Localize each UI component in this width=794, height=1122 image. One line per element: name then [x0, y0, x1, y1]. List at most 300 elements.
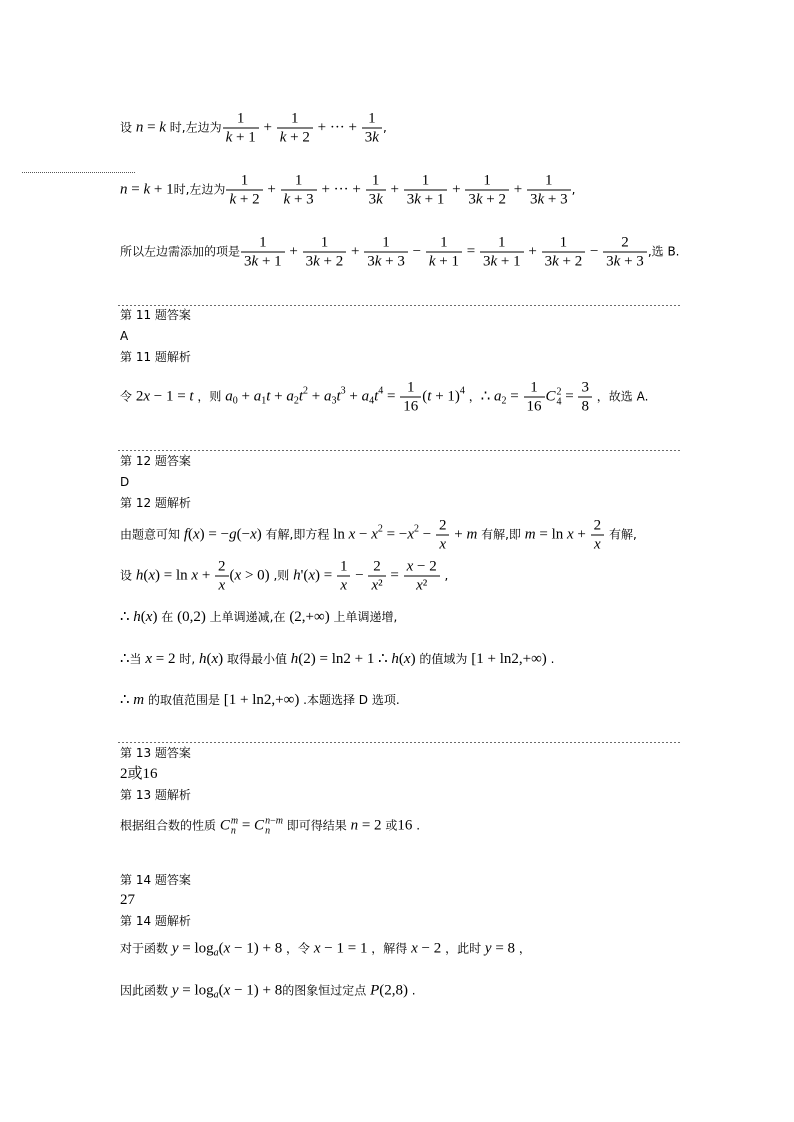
text-run: . [546, 652, 555, 666]
fraction [404, 558, 440, 595]
term-base: log [194, 982, 214, 999]
math-expression: + [308, 388, 324, 405]
text-run: 时, [175, 652, 199, 666]
fraction-denominator: 3k + 3 [527, 190, 571, 209]
solution-line [120, 649, 554, 669]
math-variable: k [279, 129, 287, 146]
text-run: 根据组合数的性质 [120, 818, 220, 833]
math-variable: x [348, 526, 356, 543]
fraction-denominator: 3k + 1 [480, 252, 524, 271]
fraction [337, 558, 351, 595]
fraction-denominator: 16 [524, 397, 545, 416]
math-variable: m [524, 526, 536, 543]
math-expression: ∴ [480, 388, 495, 405]
math-variable: h [391, 651, 399, 667]
fraction-numerator: 1 [421, 172, 430, 189]
math-variable: a [213, 947, 219, 959]
section-divider [118, 305, 680, 306]
margin-dotted-rule [22, 172, 135, 173]
math-variable: k [313, 253, 320, 270]
solution-line [120, 558, 448, 595]
fraction-denominator: 3k + 3 [364, 252, 408, 271]
solution-line [120, 939, 531, 964]
fraction-numerator: 1 [382, 234, 390, 251]
text-run: , [571, 182, 576, 197]
math-variable: h [293, 567, 301, 584]
math-expression: 16 [397, 817, 413, 834]
text-run: 取得最小值 [223, 652, 291, 666]
solution-line [120, 981, 416, 1006]
math-variable: a [286, 388, 294, 405]
math-expression: + [524, 243, 541, 260]
solution-line [120, 690, 400, 710]
text-run: 的值域为 [415, 652, 472, 666]
math-variable: a [361, 388, 370, 405]
text-run: 因此函数 [120, 983, 172, 998]
scripted-term [545, 386, 562, 408]
math-expression: (x − 1) + 8 [218, 982, 283, 999]
math-variable: C [219, 817, 230, 834]
math-variable: x [218, 577, 226, 594]
superscript: 2 [303, 385, 309, 397]
math-variable: h [290, 651, 299, 667]
math-variable: y [171, 940, 179, 957]
math-variable: k [159, 119, 166, 136]
fraction-denominator [337, 576, 351, 595]
math-variable: k [251, 253, 259, 270]
math-variable: t [298, 388, 304, 405]
fraction-denominator: k + 2 [226, 190, 262, 209]
math-expression: h(x) [198, 651, 224, 667]
superscript: 2 [377, 523, 383, 535]
subscript: 2 [293, 395, 299, 407]
section-divider [118, 450, 680, 451]
fraction [215, 558, 229, 595]
math-variable: k [283, 191, 291, 208]
math-expression: − [586, 243, 603, 260]
subscript: 3 [331, 395, 337, 407]
fraction [303, 234, 347, 271]
math-variable: h [133, 609, 141, 625]
text-run: 有解, [605, 527, 637, 542]
math-expression: ln x − [333, 526, 372, 543]
text-run: 即可得结果 [282, 818, 351, 833]
text-run: 上单调递增, [329, 610, 398, 624]
math-expression: + [259, 119, 276, 136]
math-expression: = [561, 388, 578, 405]
answer-heading: 第 14 题答案 [120, 873, 191, 887]
text-run: ，令 [282, 941, 314, 956]
fraction [591, 517, 605, 554]
math-expression: = [462, 243, 479, 260]
math-variable: P [370, 982, 380, 999]
scripted-term [422, 385, 465, 405]
fraction [542, 234, 586, 271]
scripted-term [407, 523, 420, 543]
fraction-denominator: k + 2 [277, 128, 313, 147]
math-variable: k [552, 253, 559, 270]
math-variable: m [133, 692, 145, 708]
math-variable: k [490, 253, 498, 270]
scripted-term [362, 389, 375, 405]
fraction-numerator: 1 [530, 379, 538, 396]
fraction-numerator: 2 [438, 517, 447, 534]
math-expression: x − 2 [411, 940, 442, 957]
math-variable: C [254, 817, 265, 834]
solution-line [120, 234, 680, 271]
fraction-denominator [215, 576, 229, 595]
math-expression: + [237, 388, 254, 405]
fraction-denominator: k + 1 [426, 252, 462, 271]
text-run: 或 [381, 818, 398, 833]
answer-value: D [120, 475, 130, 489]
math-expression: f(x) = −g(−x) [183, 526, 262, 543]
fraction [281, 172, 317, 209]
math-expression: + ··· + [317, 181, 365, 198]
math-variable: f [183, 526, 188, 543]
fraction-denominator [436, 535, 450, 554]
math-variable: a [494, 388, 502, 405]
text-run: ，则 [193, 389, 226, 404]
answer-heading: 第 13 题答案 [120, 746, 191, 760]
text-run: 所以左边需添加的项是 [120, 244, 241, 259]
superscript: 3 [340, 385, 346, 397]
math-expression: y = [171, 982, 195, 999]
fraction [368, 558, 385, 595]
math-variable: n [265, 825, 271, 837]
term-base [371, 527, 378, 543]
scripted-term [494, 389, 507, 405]
fraction-denominator: 3k + 1 [404, 190, 448, 209]
math-expression: h(2) = ln2 + 1 ∴ h(x) [290, 651, 416, 667]
fraction-numerator: x − 2 [406, 558, 437, 575]
script-stack [231, 817, 238, 837]
fraction [404, 172, 448, 209]
math-variable: x [223, 940, 231, 957]
text-run: , [440, 568, 449, 583]
fraction [578, 379, 592, 416]
math-variable: x [145, 651, 153, 667]
math-variable: k [475, 191, 483, 208]
text-run: . [412, 818, 421, 833]
fraction-denominator: k + 3 [281, 190, 317, 209]
solution-line [120, 172, 575, 209]
math-expression: n = 2 [350, 817, 382, 834]
fraction-numerator: 1 [236, 110, 245, 127]
math-variable: a [323, 388, 332, 405]
math-variable: k [428, 253, 436, 270]
fraction [362, 110, 382, 147]
text-run: ，此时 [441, 941, 485, 956]
math-expression: ∴ m [120, 692, 145, 708]
fraction-numerator: 3 [581, 379, 589, 396]
analysis-heading: 第 14 题解析 [120, 914, 191, 928]
math-expression: + [509, 181, 526, 198]
term-base [254, 818, 264, 834]
math-variable: k [537, 191, 545, 208]
fraction-denominator: x² [368, 576, 385, 595]
math-expression: [1 + ln2,+∞) [471, 651, 547, 667]
fraction [524, 379, 545, 416]
fraction-denominator: 3k + 2 [303, 252, 347, 271]
math-expression: + ··· + [313, 119, 361, 136]
scripted-term [194, 983, 218, 999]
math-expression: m = ln x + [524, 526, 590, 543]
text-run: 时,左边为 [165, 120, 222, 135]
math-variable: a [213, 989, 219, 1001]
fraction-numerator: 2 [218, 558, 226, 575]
fraction-denominator: 16 [400, 397, 421, 416]
math-variable: x [148, 567, 155, 584]
math-variable: k [225, 129, 233, 146]
fraction [436, 517, 450, 554]
math-expression: = − [382, 526, 408, 543]
math-variable: m [466, 526, 478, 543]
text-run: , [382, 120, 387, 135]
text-run: 由题意可知 [120, 527, 184, 542]
section-divider [118, 742, 680, 743]
math-expression: + [345, 388, 362, 405]
superscript: 4 [459, 385, 465, 397]
scripted-term [336, 385, 346, 405]
math-expression: h(x) = ln x + [135, 567, 215, 584]
subscript [265, 827, 283, 837]
term-base [362, 389, 370, 405]
fraction [223, 110, 259, 147]
solution-line [120, 110, 387, 147]
math-variable: x [407, 526, 415, 543]
math-expression: y = 8 [484, 940, 516, 957]
fraction [527, 172, 571, 209]
fraction-numerator: 1 [440, 234, 448, 251]
math-variable: x [250, 526, 257, 543]
fraction-denominator: 3k + 1 [241, 252, 285, 271]
math-expression: − [419, 526, 435, 543]
scripted-term [371, 523, 383, 543]
text-run: ，故选 A. [592, 389, 649, 404]
math-expression: y = [171, 940, 195, 957]
math-variable: x [145, 609, 153, 625]
term-base: log [194, 940, 214, 957]
math-variable: x [403, 651, 411, 667]
text-run: ,则 [269, 568, 294, 583]
fraction-denominator: 3k [366, 190, 386, 209]
math-variable: x [594, 536, 601, 553]
math-expression: x = 2 [145, 651, 176, 667]
math-variable: x [439, 536, 447, 553]
fraction-numerator: 1 [339, 558, 348, 575]
fraction-numerator: 1 [407, 379, 415, 396]
math-variable: n [120, 181, 128, 198]
subscript: 2 [501, 395, 507, 407]
fraction-denominator: x² [404, 576, 440, 595]
text-run: .本题选择 D 选项. [299, 693, 400, 707]
term-base [286, 389, 294, 405]
scripted-term [225, 389, 238, 405]
math-variable: n [230, 825, 236, 837]
math-variable: a [225, 388, 233, 405]
fraction [366, 172, 386, 209]
answer-heading: 第 12 题答案 [120, 454, 191, 468]
math-variable: x [308, 567, 315, 584]
math-expression: n = k [135, 119, 166, 136]
math-variable: x [411, 940, 418, 957]
fraction-denominator: 3k + 3 [603, 252, 647, 271]
math-variable: x [416, 577, 423, 594]
scripted-term [324, 389, 337, 405]
math-expression: = [383, 388, 400, 405]
analysis-heading: 第 11 题解析 [120, 350, 191, 364]
math-expression: (2,+∞) [289, 609, 330, 625]
text-run: 设 [120, 120, 136, 135]
math-variable: t [189, 388, 194, 405]
subscript: 1 [261, 395, 267, 407]
fraction-numerator: 1 [240, 172, 249, 189]
term-base [407, 527, 414, 543]
superscript: 4 [378, 385, 384, 397]
fraction-numerator: 2 [593, 517, 602, 534]
fraction [364, 234, 408, 271]
math-variable: x [340, 577, 348, 594]
text-run: 对于函数 [120, 941, 172, 956]
term-base: (t + 1) [422, 388, 460, 405]
scripted-term [254, 815, 283, 837]
math-variable: n [350, 817, 359, 834]
math-expression: h'(x) = [293, 567, 336, 584]
math-variable: x [193, 526, 200, 543]
text-run: ,选 B. [647, 244, 680, 259]
fraction-numerator: 1 [320, 234, 329, 251]
answer-heading: 第 11 题答案 [120, 308, 191, 322]
math-expression: [1 + ln2,+∞) [223, 692, 300, 708]
fraction-numerator: 1 [368, 110, 376, 127]
math-variable: x [313, 940, 321, 957]
text-run: ，解得 [367, 941, 412, 956]
fraction-numerator: 1 [371, 172, 380, 189]
term-base [220, 818, 230, 834]
fraction-numerator: 1 [259, 234, 267, 251]
fraction [480, 234, 524, 271]
math-variable: x [211, 651, 219, 667]
math-expression: − [351, 567, 368, 584]
fraction [426, 234, 462, 271]
math-variable: t [374, 388, 379, 405]
math-variable: a [253, 388, 262, 405]
math-expression: = [386, 567, 403, 584]
math-variable: x [371, 526, 378, 543]
fraction-numerator: 1 [559, 234, 568, 251]
math-expression: + [263, 181, 280, 198]
fraction-denominator: k + 1 [223, 128, 259, 147]
subscript: 0 [232, 395, 238, 407]
math-expression: (x − 1) + 8 [218, 940, 283, 957]
solution-line [120, 379, 648, 416]
answer-value: 2或16 [120, 766, 158, 782]
subscript: 4 [369, 395, 375, 407]
solution-line [120, 816, 420, 837]
answer-value: A [120, 329, 129, 343]
superscript: n−m [265, 815, 283, 827]
math-variable: x [143, 388, 150, 405]
text-run: 有解,即 [477, 527, 525, 542]
fraction-denominator [591, 535, 605, 554]
math-expression: x − 1 = 1 [313, 940, 368, 957]
term-base [225, 389, 233, 405]
math-expression: n = k + 1 [120, 181, 174, 198]
text-run: 上单调递减,在 [205, 610, 290, 624]
fraction-numerator: 1 [545, 172, 553, 189]
solution-line [120, 517, 637, 554]
term-base [494, 389, 502, 405]
subscript [231, 827, 238, 837]
text-run: ， [464, 389, 481, 404]
math-variable: x [223, 982, 231, 999]
math-expression: + [285, 243, 302, 260]
text-run: 令 [120, 389, 136, 404]
math-variable: t [427, 388, 432, 405]
math-variable: k [414, 191, 421, 208]
text-run: 在 [157, 610, 178, 624]
math-variable: k [229, 191, 237, 208]
scripted-term [194, 941, 218, 957]
analysis-heading: 第 13 题解析 [120, 788, 191, 802]
math-expression: ∴ h(x) [120, 609, 158, 625]
math-variable: x [406, 558, 414, 575]
text-run: 当 [129, 652, 146, 666]
text-run: ， [515, 941, 531, 956]
math-variable: t [266, 388, 271, 405]
fraction [465, 172, 509, 209]
math-expression: 2x − 1 = t [135, 388, 194, 405]
fraction [226, 172, 262, 209]
term-base [546, 389, 556, 405]
fraction-denominator: 3k + 2 [542, 252, 586, 271]
text-run: 的图象恒过定点 [282, 983, 371, 998]
math-variable: h [198, 651, 207, 667]
math-variable: h [135, 567, 144, 584]
math-expression: − [408, 243, 425, 260]
text-run: 的取值范围是 [144, 693, 224, 707]
math-expression: (x > 0) [229, 567, 270, 584]
math-variable: x [371, 577, 379, 594]
math-variable: x [191, 567, 199, 584]
scripted-term [219, 815, 239, 837]
math-expression: = [238, 817, 255, 834]
math-variable: k [372, 129, 379, 146]
fraction [603, 234, 647, 271]
fraction-numerator: 2 [373, 558, 381, 575]
math-expression: = [506, 388, 523, 405]
answer-value: 27 [120, 892, 135, 908]
fraction-denominator: 3k + 2 [465, 190, 509, 209]
math-variable: t [336, 388, 341, 405]
math-expression: t + [266, 388, 287, 405]
math-expression: ∴ [120, 651, 130, 667]
fraction-numerator: 1 [294, 172, 303, 189]
subscript: 4 [556, 396, 562, 408]
scripted-term [298, 385, 309, 405]
math-variable: x [234, 567, 242, 584]
math-expression: + [386, 181, 403, 198]
math-expression: P(2,8) [370, 982, 408, 999]
math-variable: y [171, 982, 179, 999]
math-variable: g [229, 526, 237, 543]
math-variable: k [613, 253, 621, 270]
scripted-term [254, 389, 267, 405]
math-variable: n [265, 815, 271, 827]
fraction [241, 234, 285, 271]
math-variable: k [374, 253, 382, 270]
